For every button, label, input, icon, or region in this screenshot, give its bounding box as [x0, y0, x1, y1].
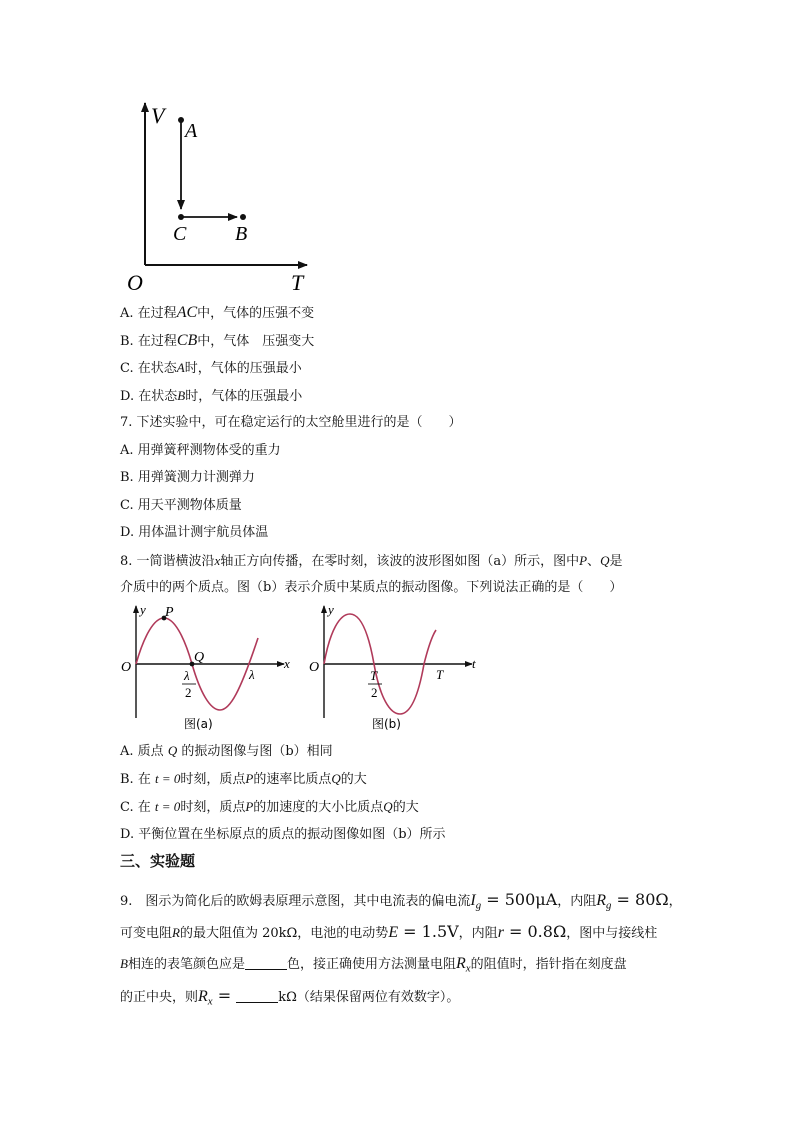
origin-label: O [121, 660, 132, 675]
lambda-den: 2 [185, 685, 192, 700]
lambda-label: λ [249, 667, 255, 682]
q8-option-a[interactable]: A. 质点 Q 的振动图像与图（b）相同 [120, 743, 333, 759]
q8-option-c[interactable]: C. 在 t = 0时刻，质点P的加速度的大小比质点Q的大 [120, 799, 419, 815]
section-title: 三、实验题 [120, 852, 196, 870]
q7-option-c[interactable]: C. 用天平测物体质量 [120, 498, 242, 513]
point-b-label: B [235, 223, 248, 245]
axis-v-label: V [151, 103, 165, 128]
q7-option-d[interactable]: D. 用体温计测宇航员体温 [120, 525, 269, 540]
answer-blank-resistance[interactable] [236, 988, 278, 1003]
caption-a: 图(a) [184, 717, 213, 731]
vt-graph [125, 95, 325, 295]
q7-option-b[interactable]: B. 用弹簧测力计测弹力 [120, 470, 255, 485]
p-label: P [165, 605, 174, 620]
q6-option-c[interactable]: C. 在状态A时，气体的压强最小 [120, 360, 302, 376]
y-label: y [140, 602, 146, 617]
q8-stem-line1: 8. 一简谐横波沿x轴正方向传播，在零时刻，该波的波形图如图（a）所示，图中P、Q是 [120, 553, 623, 569]
origin-label: O [127, 270, 143, 295]
t-full-label: T [436, 667, 444, 682]
q-label: Q [194, 650, 205, 665]
q6-option-d[interactable]: D. 在状态B时，气体的压强最小 [120, 388, 303, 404]
q9-line4: 的正中央，则$R_x = k\Omega$（结果保留两位有效数字）。 [120, 986, 460, 1008]
q6-option-b[interactable]: B. 在过程CB中，气体 压强变大 [120, 332, 315, 349]
origin-label: O [309, 660, 320, 675]
x-label: x [284, 656, 290, 671]
t-den: 2 [371, 685, 378, 700]
q8-stem-line2: 介质中的两个质点。图（b）表示介质中某质点的振动图像。下列说法正确的是（ ） [120, 580, 623, 595]
axis-t-label: T [291, 270, 304, 295]
vibration-graph-b [306, 600, 484, 740]
t-label: t [472, 656, 476, 671]
q9-line2: 可变电阻R的最大阻值为 20kΩ，电池的电动势E = 1.5V，内阻r = 0.8Ω，图中与接线柱 [120, 922, 658, 941]
point-b-dot [240, 214, 246, 220]
point-c-dot [178, 214, 184, 220]
q8-option-d[interactable]: D. 平衡位置在坐标原点的质点的振动图像如图（b）所示 [120, 827, 446, 842]
answer-blank-color[interactable] [245, 955, 287, 970]
wave-graph-a [118, 600, 296, 740]
t-num: T [370, 668, 378, 683]
point-c-label: C [173, 223, 187, 245]
q6-option-a[interactable]: A. 在过程AC中，气体的压强不变 [120, 304, 315, 321]
caption-b: 图(b) [372, 717, 401, 731]
q9-line1: 9. 图示为简化后的欧姆表原理示意图，其中电流表的偏电流$I_g = 500\mu A$，内阻$R_g = 80\Omega$， [120, 890, 682, 912]
point-a-dot [178, 117, 184, 123]
q9-line3: B相连的表笔颜色应是 色，接正确使用方法测量电阻$R_x$的阻值时，指针指在刻度盘 [120, 955, 627, 975]
q7-stem: 7. 下述实验中，可在稳定运行的太空舱里进行的是（ ） [120, 415, 462, 430]
q7-option-a[interactable]: A. 用弹簧秤测物体受的重力 [120, 443, 281, 458]
lambda-num: λ [184, 668, 190, 683]
q8-option-b[interactable]: B. 在 t = 0时刻，质点P的速率比质点Q的大 [120, 771, 367, 787]
point-a-label: A [185, 120, 198, 142]
y-label: y [328, 602, 334, 617]
